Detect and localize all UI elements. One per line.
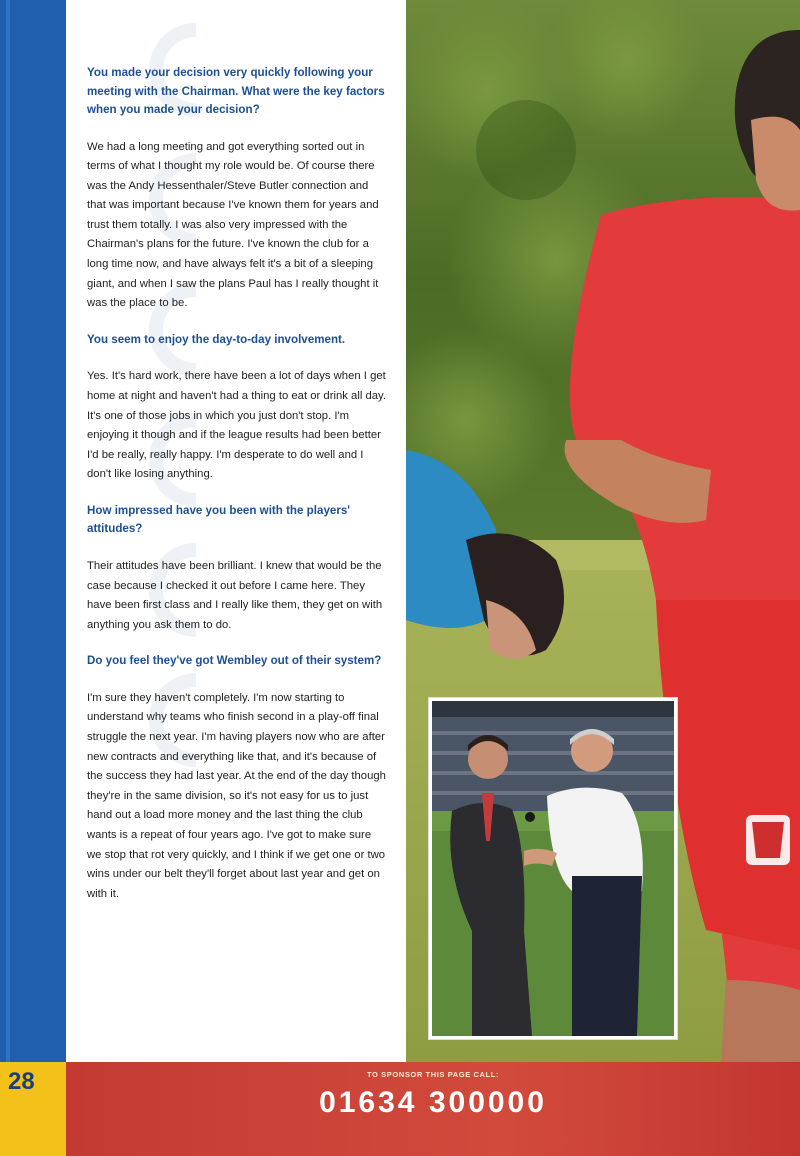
text-column	[66, 0, 406, 1062]
answer-2: Yes. It's hard work, there have been a lot of days when I get home at night and haven't had a thing to eat or drink all day. It's one of those jobs in which you just don't stop. I'm enjoying it though and if the league results had been better I'd be really, really happy. I'm desperate to do well and I don't like losing anything.	[87, 370, 387, 481]
question-3: How impressed have you been with the players' attitudes?	[87, 503, 351, 536]
sponsor-label: TO SPONSOR THIS PAGE CALL:	[367, 1070, 499, 1079]
handshake-inset-photo	[428, 697, 678, 1040]
question-4: Do you feel they've got Wembley out of their system?	[87, 654, 382, 668]
left-blue-strip	[0, 0, 66, 1062]
question-2: You seem to enjoy the day-to-day involvement.	[87, 332, 346, 346]
answer-1: We had a long meeting and got everything sorted out in terms of what I thought my role would be. Of course there was the Andy Hessenthaler/Steve Butler connection and that was important because I've known them for years and trust them totally. I was also very impressed with the Chairman's plans for the future. I've known the club for a long time now, and have always felt it's a bit of a sleeping giant, and when I saw the plans Paul has I really thought it was the place to be.	[87, 140, 379, 310]
answer-3: Their attitudes have been brilliant. I knew that would be the case because I checked it out before I came here. They have been first class and I really like them, they get on with anything you ask them to do.	[87, 559, 383, 631]
interview-article	[87, 64, 387, 921]
sponsor-phone-number: 01634 300000	[319, 1086, 547, 1119]
question-1: You made your decision very quickly following your meeting with the Chairman. What were the key factors when you made your decision?	[87, 66, 385, 116]
answer-4: I'm sure they haven't completely. I'm now starting to understand why teams who finish second in a play-off final struggle the next year. I'm having players now who are after new contracts and everything like that, and it's because of the success they had last year. At the end of the day though they're in the same division, so it's not easy for us to just hand out a load more money and the last thing the club wants is a repeat of four years ago. I've got to make sure we stop that rot very quickly, and I think if we get one or two wins under our belt they'll forget about last year and get on with it.	[87, 691, 386, 900]
sponsor-band	[66, 1062, 800, 1156]
page-number: 28	[8, 1068, 35, 1095]
